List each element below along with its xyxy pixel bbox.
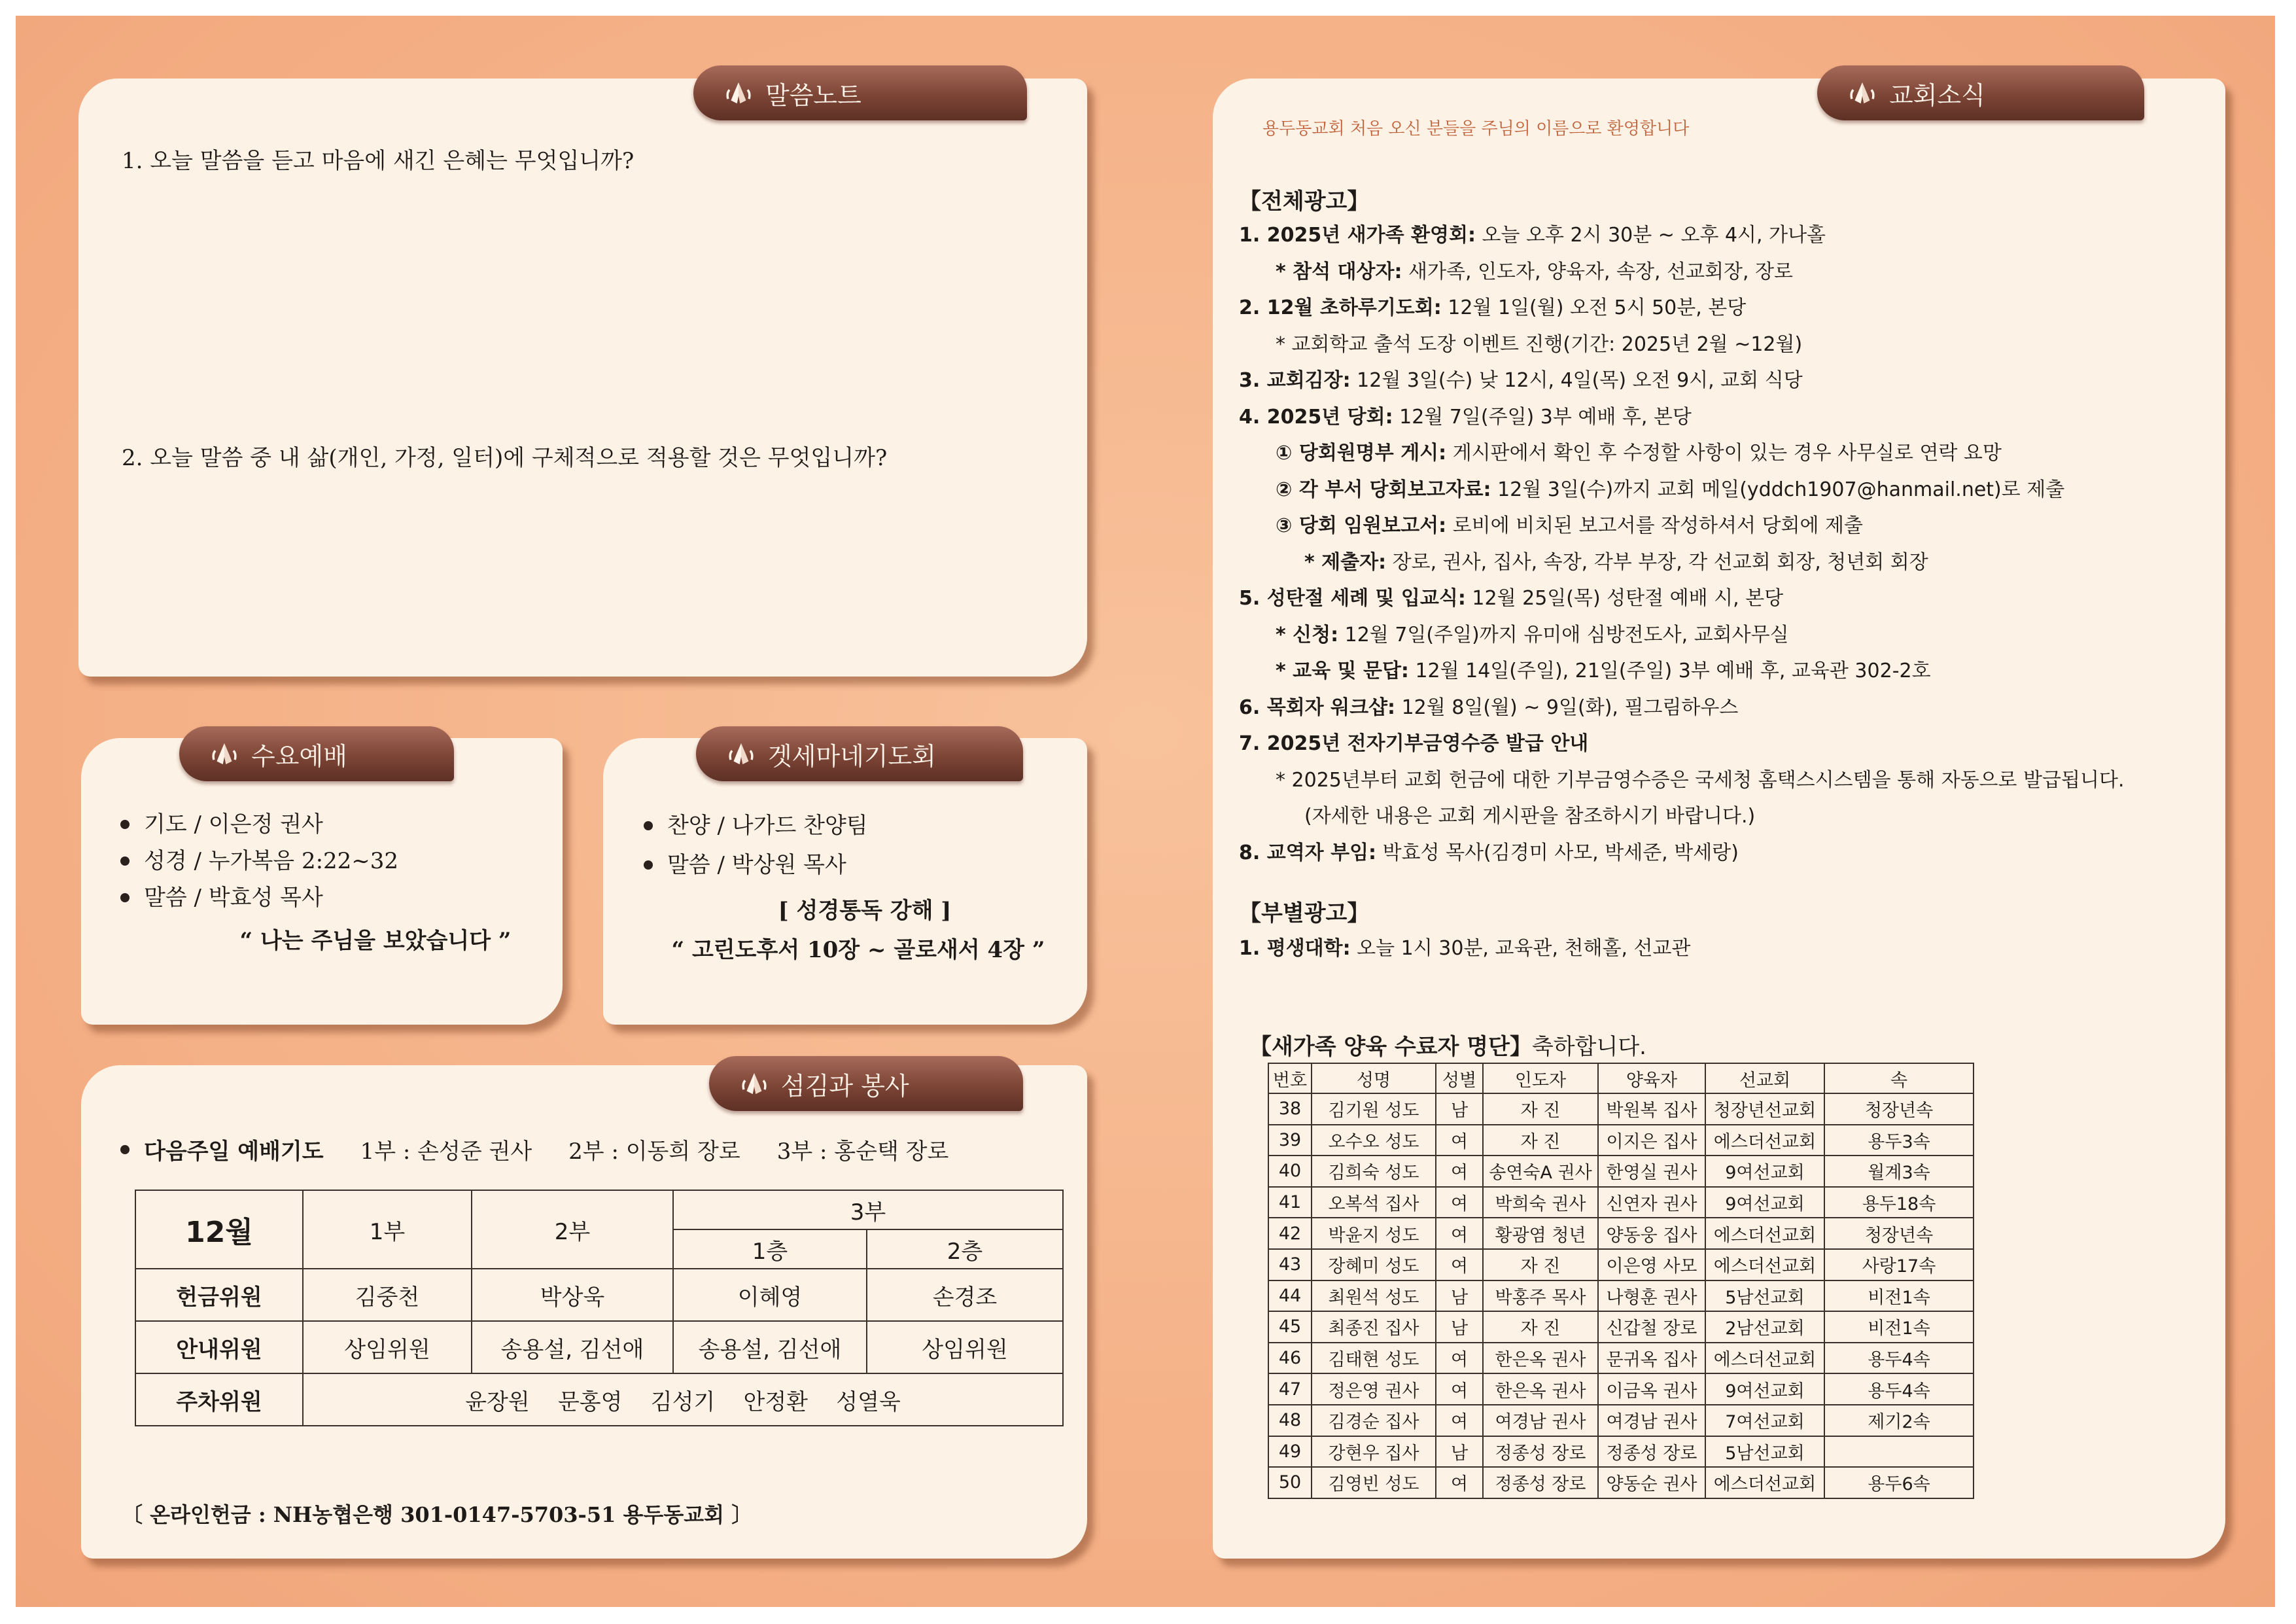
announcement-line: 3. 교회김장: 12월 3일(수) 낮 12시, 4일(목) 오전 9시, 교회 식당 xyxy=(1239,369,1803,392)
prayer-1: 1부 : 손성준 권사 xyxy=(360,1139,532,1165)
parking-cell: 윤장원 문홍영 김성기 안정환 성열욱 xyxy=(303,1373,1063,1426)
roster-header-cell: 속 xyxy=(1824,1063,1974,1093)
praying-hands-icon xyxy=(1847,78,1877,108)
announcement-line: 4. 2025년 당회: 12월 7일(주일) 3부 예배 후, 본당 xyxy=(1239,405,1692,429)
table-row xyxy=(1268,1405,1974,1436)
roster-cell: 38 xyxy=(1268,1093,1312,1125)
church-news-card xyxy=(1213,79,2225,1559)
sermon-question-2: 2. 오늘 말씀 중 내 삶(개인, 가정, 일터)에 구체적으로 적용할 것은 무엇입니까? xyxy=(122,445,888,471)
table-row xyxy=(1268,1311,1974,1343)
roster-header-cell: 성별 xyxy=(1436,1063,1483,1093)
roster-cell: 용두6속 xyxy=(1824,1467,1974,1498)
roster-cell: 정종성 장로 xyxy=(1598,1436,1705,1468)
announcement-line: 5. 성탄절 세례 및 입교식: 12월 25일(목) 성탄절 예배 시, 본당 xyxy=(1239,587,1784,610)
sermon-note-card xyxy=(78,79,1087,677)
praying-hands-icon xyxy=(723,78,754,108)
roster-cell: 에스더선교회 xyxy=(1705,1218,1824,1249)
announcement-line: ③ 당회 임원보고서: 로비에 비치된 보고서를 작성하셔서 당회에 제출 xyxy=(1276,514,1863,537)
wednesday-list xyxy=(120,806,398,916)
roster-cell: 39 xyxy=(1268,1125,1312,1156)
roster-cell: 박희숙 권사 xyxy=(1483,1187,1598,1218)
welcome-text: 용두동교회 처음 오신 분들을 주님의 이름으로 환영합니다 xyxy=(1262,119,1690,139)
online-offering: 〔 온라인헌금 : NH농협은행 301-0147-5703-51 용두동교회 〕 xyxy=(122,1502,753,1527)
roster-cell: 김경순 집사 xyxy=(1312,1405,1436,1436)
roster-cell: 양동웅 집사 xyxy=(1598,1218,1705,1249)
roster-cell: 용두4속 xyxy=(1824,1343,1974,1374)
service-card xyxy=(81,1065,1087,1559)
roster-cell: 청장년속 xyxy=(1824,1093,1974,1125)
table-row xyxy=(1268,1249,1974,1280)
roster-cell: 사랑17속 xyxy=(1824,1249,1974,1280)
praying-hands-icon xyxy=(209,739,239,769)
roster-cell xyxy=(1824,1436,1974,1468)
roster-cell: 한영실 권사 xyxy=(1598,1156,1705,1187)
roster-cell: 5남선교회 xyxy=(1705,1436,1824,1468)
table-row xyxy=(1268,1093,1974,1125)
roster-cell: 여 xyxy=(1436,1218,1483,1249)
roster-cell: 남 xyxy=(1436,1093,1483,1125)
guide-cell: 상임위원 xyxy=(303,1321,472,1373)
bulletin-sheet xyxy=(16,16,2275,1607)
table-row xyxy=(135,1321,1063,1373)
roster-cell: 비전1속 xyxy=(1824,1280,1974,1312)
list-item: 기도 / 이은정 권사 xyxy=(120,806,398,843)
table-row xyxy=(135,1269,1063,1321)
roster-cell: 에스더선교회 xyxy=(1705,1125,1824,1156)
announcement-line: ① 당회원명부 게시: 게시판에서 확인 후 수정할 사항이 있는 경우 사무실로 연락 요망 xyxy=(1276,442,2002,465)
announcement-line: * 참석 대상자: 새가족, 인도자, 양육자, 속장, 선교회장, 장로 xyxy=(1276,260,1794,283)
dept-announcement: 1. 평생대학: 오늘 1시 30분, 교육관, 천해홀, 선교관 xyxy=(1239,937,1691,960)
roster-cell: 김희숙 성도 xyxy=(1312,1156,1436,1187)
roster-cell: 48 xyxy=(1268,1405,1312,1436)
col-3: 3부 xyxy=(673,1190,1063,1229)
offering-cell: 김중천 xyxy=(303,1269,472,1321)
roster-cell: 자 진 xyxy=(1483,1093,1598,1125)
roster-cell: 9여선교회 xyxy=(1705,1156,1824,1187)
roster-header-cell: 양육자 xyxy=(1598,1063,1705,1093)
roster-cell: 자 진 xyxy=(1483,1311,1598,1343)
roster-cell: 여 xyxy=(1436,1467,1483,1498)
roster-cell: 오수오 성도 xyxy=(1312,1125,1436,1156)
praying-hands-icon xyxy=(739,1068,769,1099)
gethsemane-range: “ 고린도후서 10장 ~ 골로새서 4장 ” xyxy=(671,937,1045,963)
roster-cell: 40 xyxy=(1268,1156,1312,1187)
roster-cell: 용두3속 xyxy=(1824,1125,1974,1156)
list-item: 말씀 / 박상원 목사 xyxy=(644,845,868,885)
guide-cell: 송용설, 김선애 xyxy=(472,1321,673,1373)
roster-cell: 46 xyxy=(1268,1343,1312,1374)
roster-cell: 박윤지 성도 xyxy=(1312,1218,1436,1249)
dept-section-title: 【부별광고】 xyxy=(1239,900,1370,927)
announcement-line: * 제출자: 장로, 권사, 집사, 속장, 각부 부장, 각 선교회 회장, 청년회 회장 xyxy=(1304,550,1928,574)
roster-cell: 에스더선교회 xyxy=(1705,1249,1824,1280)
col-1: 1부 xyxy=(303,1190,472,1269)
roster-cell: 47 xyxy=(1268,1373,1312,1405)
roster-cell: 오복석 집사 xyxy=(1312,1187,1436,1218)
table-row xyxy=(1268,1467,1974,1498)
table-row xyxy=(1268,1343,1974,1374)
table-row xyxy=(1268,1280,1974,1312)
roster-cell: 이은영 사모 xyxy=(1598,1249,1705,1280)
roster-heading: 【새가족 양육 수료자 명단】축하합니다. xyxy=(1249,1034,1646,1060)
praying-hands-icon xyxy=(726,739,756,769)
roster-cell: 황광염 청년 xyxy=(1483,1218,1598,1249)
roster-cell: 남 xyxy=(1436,1436,1483,1468)
roster-cell: 여 xyxy=(1436,1343,1483,1374)
roster-cell: 청장년속 xyxy=(1824,1218,1974,1249)
duty-table xyxy=(135,1190,1064,1426)
prayer-3: 3부 : 홍순택 장로 xyxy=(776,1139,949,1165)
gethsemane-list xyxy=(644,806,868,885)
roster-cell: 용두4속 xyxy=(1824,1373,1974,1405)
roster-cell: 에스더선교회 xyxy=(1705,1343,1824,1374)
roster-cell: 제기2속 xyxy=(1824,1405,1974,1436)
roster-cell: 여 xyxy=(1436,1187,1483,1218)
roster-cell: 양동순 권사 xyxy=(1598,1467,1705,1498)
announcement-line: 7. 2025년 전자기부금영수증 발급 안내 xyxy=(1239,732,1589,755)
roster-cell: 49 xyxy=(1268,1436,1312,1468)
church-news-title: 교회소식 xyxy=(1889,80,1985,110)
roster-cell: 43 xyxy=(1268,1249,1312,1280)
floor-2: 2층 xyxy=(867,1229,1063,1269)
roster-cell: 한은옥 권사 xyxy=(1483,1373,1598,1405)
announcement-line: 2. 12월 초하루기도회: 12월 1일(월) 오전 5시 50분, 본당 xyxy=(1239,296,1747,319)
service-title: 섬김과 봉사 xyxy=(781,1071,909,1101)
roster-cell: 7여선교회 xyxy=(1705,1405,1824,1436)
roster-cell: 9여선교회 xyxy=(1705,1187,1824,1218)
roster-cell: 남 xyxy=(1436,1311,1483,1343)
roster-cell: 신연자 권사 xyxy=(1598,1187,1705,1218)
guide-cell: 상임위원 xyxy=(867,1321,1063,1373)
roster-header-cell: 인도자 xyxy=(1483,1063,1598,1093)
roster-cell: 여 xyxy=(1436,1156,1483,1187)
service-tab xyxy=(709,1056,1023,1111)
roster-cell: 이지은 집사 xyxy=(1598,1125,1705,1156)
offering-label: 헌금위원 xyxy=(135,1269,303,1321)
announcement-line: 8. 교역자 부임: 박효성 목사(김경미 사모, 박세준, 박세랑) xyxy=(1239,841,1739,864)
list-item: 찬양 / 나가드 찬양팀 xyxy=(644,806,868,845)
church-news-tab xyxy=(1817,65,2144,120)
list-item: 말씀 / 박효성 목사 xyxy=(120,879,398,916)
floor-1: 1층 xyxy=(673,1229,867,1269)
guide-cell: 송용설, 김선애 xyxy=(673,1321,867,1373)
announcement-line: * 2025년부터 교회 헌금에 대한 기부금영수증은 국세청 홈택스시스템을 통해 자동으로 발급됩니다. xyxy=(1276,768,2125,792)
wednesday-tab xyxy=(179,726,454,781)
roster-cell: 장혜미 성도 xyxy=(1312,1249,1436,1280)
prayer-2: 2부 : 이동희 장로 xyxy=(568,1139,740,1165)
table-row xyxy=(1268,1218,1974,1249)
roster-cell: 여 xyxy=(1436,1373,1483,1405)
announcement-line: 6. 목회자 워크샵: 12월 8일(월) ~ 9일(화), 필그림하우스 xyxy=(1239,696,1739,719)
guide-label: 안내위원 xyxy=(135,1321,303,1373)
roster-cell: 월계3속 xyxy=(1824,1156,1974,1187)
offering-cell: 박상욱 xyxy=(472,1269,673,1321)
table-row xyxy=(135,1373,1063,1426)
roster-cell: 나형훈 권사 xyxy=(1598,1280,1705,1312)
announcement-line: (자세한 내용은 교회 게시판을 참조하시기 바랍니다.) xyxy=(1304,805,1756,828)
announcement-line: * 교육 및 문답: 12월 14일(주일), 21일(주일) 3부 예배 후, 교육관 302-2호 xyxy=(1276,660,1931,682)
table-row xyxy=(1268,1436,1974,1468)
roster-cell: 정종성 장로 xyxy=(1483,1436,1598,1468)
wednesday-title: 수요예배 xyxy=(251,741,347,771)
roster-header-cell: 번호 xyxy=(1268,1063,1312,1093)
roster-cell: 여경남 권사 xyxy=(1598,1405,1705,1436)
table-row xyxy=(1268,1187,1974,1218)
roster-cell: 남 xyxy=(1436,1280,1483,1312)
col-2: 2부 xyxy=(472,1190,673,1269)
gethsemane-subtitle: [ 성경통독 강해 ] xyxy=(778,898,952,924)
roster-cell: 정은영 권사 xyxy=(1312,1373,1436,1405)
gethsemane-tab xyxy=(696,726,1023,781)
roster-cell: 이금옥 권사 xyxy=(1598,1373,1705,1405)
roster-cell: 송연숙A 권사 xyxy=(1483,1156,1598,1187)
offering-cell: 이혜영 xyxy=(673,1269,867,1321)
roster-cell: 자 진 xyxy=(1483,1249,1598,1280)
general-section-title: 【전체광고】 xyxy=(1239,188,1370,215)
sermon-note-tab xyxy=(693,65,1027,120)
roster-cell: 2남선교회 xyxy=(1705,1311,1824,1343)
roster-cell: 자 진 xyxy=(1483,1125,1598,1156)
table-row xyxy=(1268,1156,1974,1187)
roster-cell: 최원석 성도 xyxy=(1312,1280,1436,1312)
roster-header-cell: 선교회 xyxy=(1705,1063,1824,1093)
table-row xyxy=(1268,1373,1974,1405)
roster-cell: 여 xyxy=(1436,1405,1483,1436)
parking-label: 주차위원 xyxy=(135,1373,303,1426)
offering-cell: 손경조 xyxy=(867,1269,1063,1321)
next-sunday-prayer xyxy=(120,1133,948,1165)
roster-cell: 박원복 집사 xyxy=(1598,1093,1705,1125)
table-row xyxy=(1268,1125,1974,1156)
roster-cell: 강현우 집사 xyxy=(1312,1436,1436,1468)
roster-cell: 김기원 성도 xyxy=(1312,1093,1436,1125)
roster-cell: 문귀옥 집사 xyxy=(1598,1343,1705,1374)
roster-cell: 한은옥 권사 xyxy=(1483,1343,1598,1374)
roster-cell: 9여선교회 xyxy=(1705,1373,1824,1405)
prayer-label: 다음주일 예배기도 xyxy=(144,1139,324,1165)
roster-cell: 용두18속 xyxy=(1824,1187,1974,1218)
roster-cell: 5남선교회 xyxy=(1705,1280,1824,1312)
roster-cell: 42 xyxy=(1268,1218,1312,1249)
roster-cell: 정종성 장로 xyxy=(1483,1467,1598,1498)
roster-table xyxy=(1268,1063,1974,1499)
wednesday-sermon-title: “ 나는 주님을 보았습니다 ” xyxy=(239,928,512,954)
roster-cell: 김태현 성도 xyxy=(1312,1343,1436,1374)
list-item: 성경 / 누가복음 2:22~32 xyxy=(120,843,398,879)
sermon-question-1: 1. 오늘 말씀을 듣고 마음에 새긴 은혜는 무엇입니까? xyxy=(122,148,635,174)
roster-cell: 45 xyxy=(1268,1311,1312,1343)
announcement-line: 1. 2025년 새가족 환영회: 오늘 오후 2시 30분 ~ 오후 4시, 가나홀 xyxy=(1239,224,1826,247)
roster-cell: 50 xyxy=(1268,1467,1312,1498)
announcement-line: * 교회학교 출석 도장 이벤트 진행(기간: 2025년 2월 ~12월) xyxy=(1276,332,1803,356)
roster-cell: 신갑철 장로 xyxy=(1598,1311,1705,1343)
announcement-list xyxy=(1239,217,2124,871)
roster-cell: 여 xyxy=(1436,1125,1483,1156)
roster-cell: 비전1속 xyxy=(1824,1311,1974,1343)
roster-cell: 박홍주 목사 xyxy=(1483,1280,1598,1312)
roster-cell: 에스더선교회 xyxy=(1705,1467,1824,1498)
roster-cell: 41 xyxy=(1268,1187,1312,1218)
roster-cell: 44 xyxy=(1268,1280,1312,1312)
gethsemane-title: 겟세마네기도회 xyxy=(768,741,936,771)
roster-cell: 최종진 집사 xyxy=(1312,1311,1436,1343)
roster-header-cell: 성명 xyxy=(1312,1063,1436,1093)
roster-cell: 청장년선교회 xyxy=(1705,1093,1824,1125)
roster-cell: 여 xyxy=(1436,1249,1483,1280)
announcement-line: ② 각 부서 당회보고자료: 12월 3일(수)까지 교회 메일(yddch1907@hanmail.net)로 제출 xyxy=(1276,478,2065,501)
month-cell: 12월 xyxy=(135,1190,303,1269)
announcement-line: * 신청: 12월 7일(주일)까지 유미애 심방전도사, 교회사무실 xyxy=(1276,623,1789,646)
roster-cell: 여경남 권사 xyxy=(1483,1405,1598,1436)
roster-cell: 김영빈 성도 xyxy=(1312,1467,1436,1498)
sermon-note-title: 말씀노트 xyxy=(765,80,861,110)
